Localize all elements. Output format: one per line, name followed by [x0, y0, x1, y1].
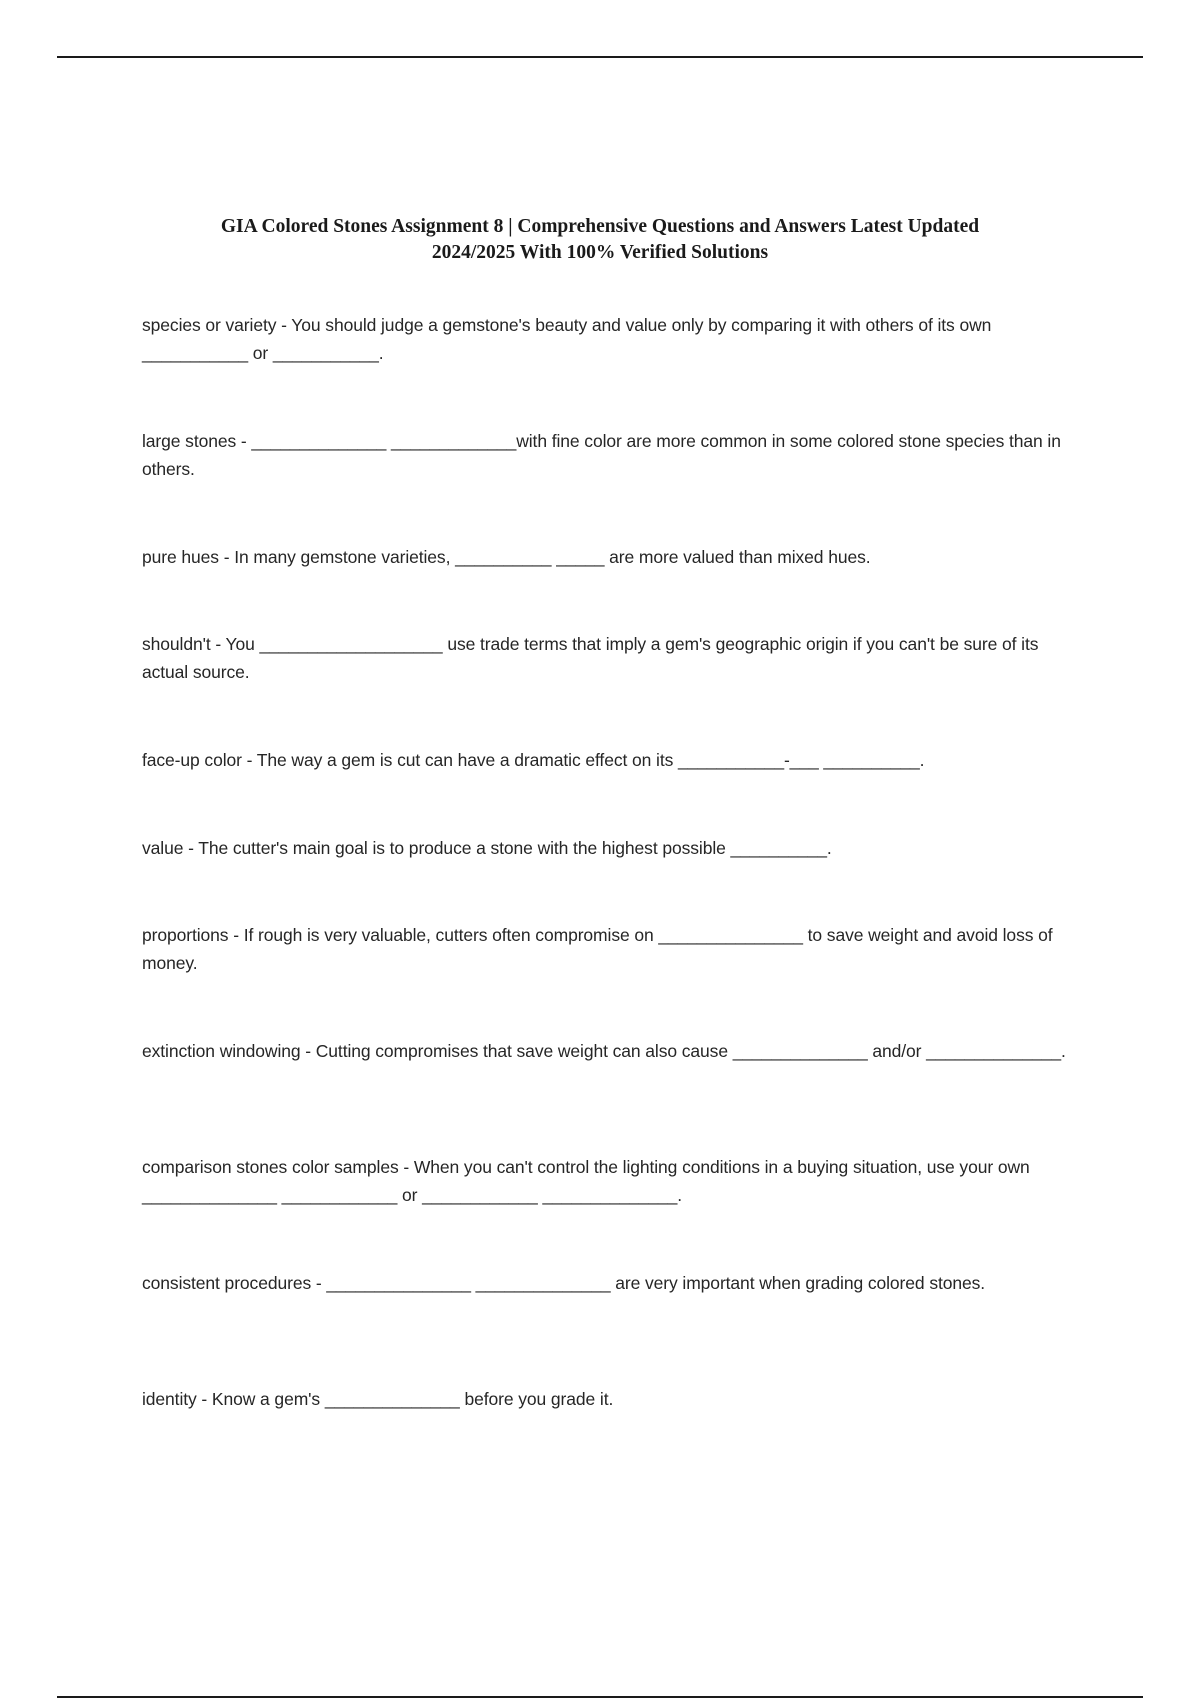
title-line-1: GIA Colored Stones Assignment 8 | Comprehensive Questions and Answers Latest Updated — [220, 216, 980, 237]
qa-item: identity - Know a gem's ______________ before you grade it. — [142, 1389, 614, 1409]
qa-item: pure hues - In many gemstone varieties, __________ _____ are more valued than mixed hues. — [142, 547, 871, 567]
qa-item: face-up color - The way a gem is cut can have a dramatic effect on its ___________-___ __________. — [142, 750, 925, 770]
qa-item: comparison stones color samples - When you can't control the lighting conditions in a buying situation, use your own ______________ ____________ or ____________ ______________. — [142, 1157, 1030, 1205]
qa-item: species or variety - You should judge a gemstone's beauty and value only by comparing it with others of its own ___________ or ___________. — [142, 315, 992, 363]
qa-item: consistent procedures - _______________ ______________ are very important when grading colored stones. — [142, 1273, 986, 1293]
document-title — [120, 214, 1080, 266]
title-line-2: 2024/2025 With 100% Verified Solutions — [431, 242, 769, 263]
qa-item: proportions - If rough is very valuable, cutters often compromise on _______________ to save weight and avoid loss of money. — [142, 925, 1053, 973]
qa-item: large stones - ______________ _____________with fine color are more common in some colored stone species than in others. — [142, 431, 1061, 479]
qa-item: extinction windowing - Cutting compromises that save weight can also cause ______________ and/or ______________. — [142, 1041, 1066, 1061]
qa-item: value - The cutter's main goal is to produce a stone with the highest possible __________. — [142, 838, 832, 858]
top-rule — [57, 56, 1143, 58]
qa-item: shouldn't - You ___________________ use trade terms that imply a gem's geographic origin if you can't be sure of its actual source. — [142, 634, 1039, 682]
bottom-rule — [57, 1696, 1143, 1698]
